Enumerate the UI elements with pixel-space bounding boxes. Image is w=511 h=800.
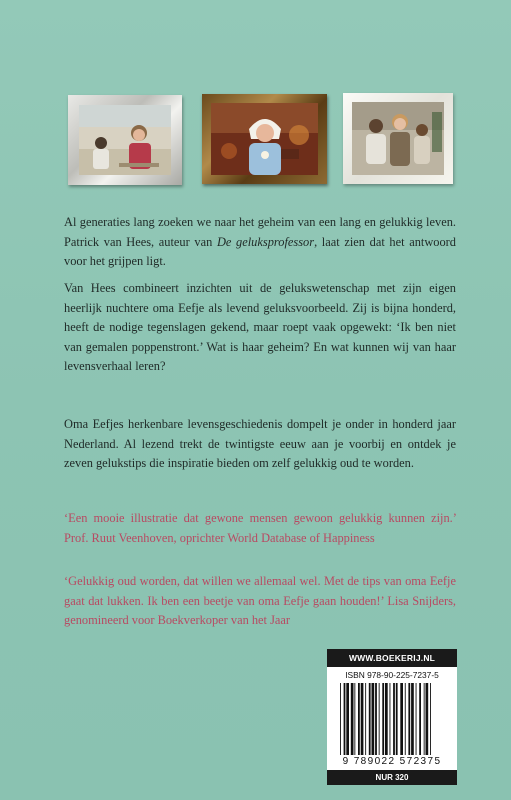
quote-text: ‘Een mooie illustratie dat gewone mensen gewoon gelukkig kunnen zijn.’ — [64, 511, 456, 525]
barcode-bar — [340, 683, 341, 755]
gold-photo-frame — [202, 94, 327, 184]
barcode-bar — [430, 683, 431, 755]
description-paragraph: Van Hees combineert inzichten uit de gelukswetenschap met zijn eigen heerlijk nuchtere oma Eefje als levend geluksvoorbeeld. Zij is bijna honderd, heeft de nodige tegenslagen gekend, maar roept vaak opgewekt: ‘Ik ben niet van gemalen poppenstront.’ Wat is haar geheim? En wat kunnen wij van haar levensverhaal leren? — [64, 281, 456, 374]
barcode-bar — [426, 683, 429, 755]
intro-text-end: , laat zien dat het antwoord voor het grijpen ligt. — [64, 234, 456, 269]
grandma-with-headscarf-photo — [211, 103, 318, 175]
barcode-bar — [365, 683, 366, 755]
two-children-at-table-photo — [79, 105, 171, 175]
barcode-bar — [372, 683, 375, 755]
nur-code: NUR 320 — [327, 770, 457, 785]
family-group-photo — [352, 102, 444, 175]
barcode-bar — [396, 683, 398, 755]
barcode-bar — [354, 683, 355, 755]
quote-attribution: Lisa Snijders, genomineerd voor Boekverkoper van het Jaar — [64, 593, 456, 628]
barcode-bar — [408, 683, 410, 755]
barcode-bars — [339, 683, 447, 755]
barcode-bar — [393, 683, 395, 755]
barcode-bar — [351, 683, 354, 755]
barcode-bar — [382, 683, 384, 755]
barcode-bar — [358, 683, 360, 755]
isbn-label: ISBN 978-90-225-7237-5 — [345, 670, 439, 680]
barcode-bar — [405, 683, 406, 755]
review-quote — [64, 572, 456, 631]
quote-text: ‘Gelukkig oud worden, dat willen we allemaal wel. Met de tips van oma Eefje gaat dat lukken. Ik ben een beetje van oma Eefje gaan houden!’ — [64, 574, 456, 608]
barcode-bar — [400, 683, 403, 755]
white-photo-frame — [343, 93, 453, 184]
intro-paragraph — [64, 213, 456, 272]
barcode-bar — [379, 683, 380, 755]
history-paragraph: Oma Eefjes herkenbare levensgeschiedenis dompelt je onder in honderd jaar Nederland. Al lezend trekt de twintigste eeuw aan je voorbij en ontdek je zeven gelukstips die inspiratie bieden om zelf gelukkig oud te worden. — [64, 417, 456, 471]
barcode-bar — [375, 683, 377, 755]
intro-text-start: Al generaties lang zoeken we naar het geheim van een lang en gelukkig leven. Patrick van Hees, auteur van — [64, 215, 456, 249]
review-quote — [64, 509, 456, 548]
barcode-bar — [344, 683, 346, 755]
barcode-bar — [361, 683, 364, 755]
barcode-bar — [411, 683, 414, 755]
barcode-block — [327, 649, 457, 785]
quote-attribution: Prof. Ruut Veenhoven, oprichter World Database of Happiness — [64, 530, 375, 545]
barcode-digits: 9 789022 572375 — [342, 756, 442, 767]
barcode-bar — [369, 683, 371, 755]
barcode-bar — [390, 683, 391, 755]
barcode-bar — [424, 683, 425, 755]
barcode-bar — [419, 683, 421, 755]
book-title-reference: De geluksprofessor — [216, 234, 315, 249]
barcode-bar — [346, 683, 349, 755]
barcode-bar — [385, 683, 388, 755]
publisher-url: WWW.BOEKERIJ.NL — [327, 649, 457, 667]
silver-photo-frame — [68, 95, 182, 185]
barcode-bar — [416, 683, 417, 755]
